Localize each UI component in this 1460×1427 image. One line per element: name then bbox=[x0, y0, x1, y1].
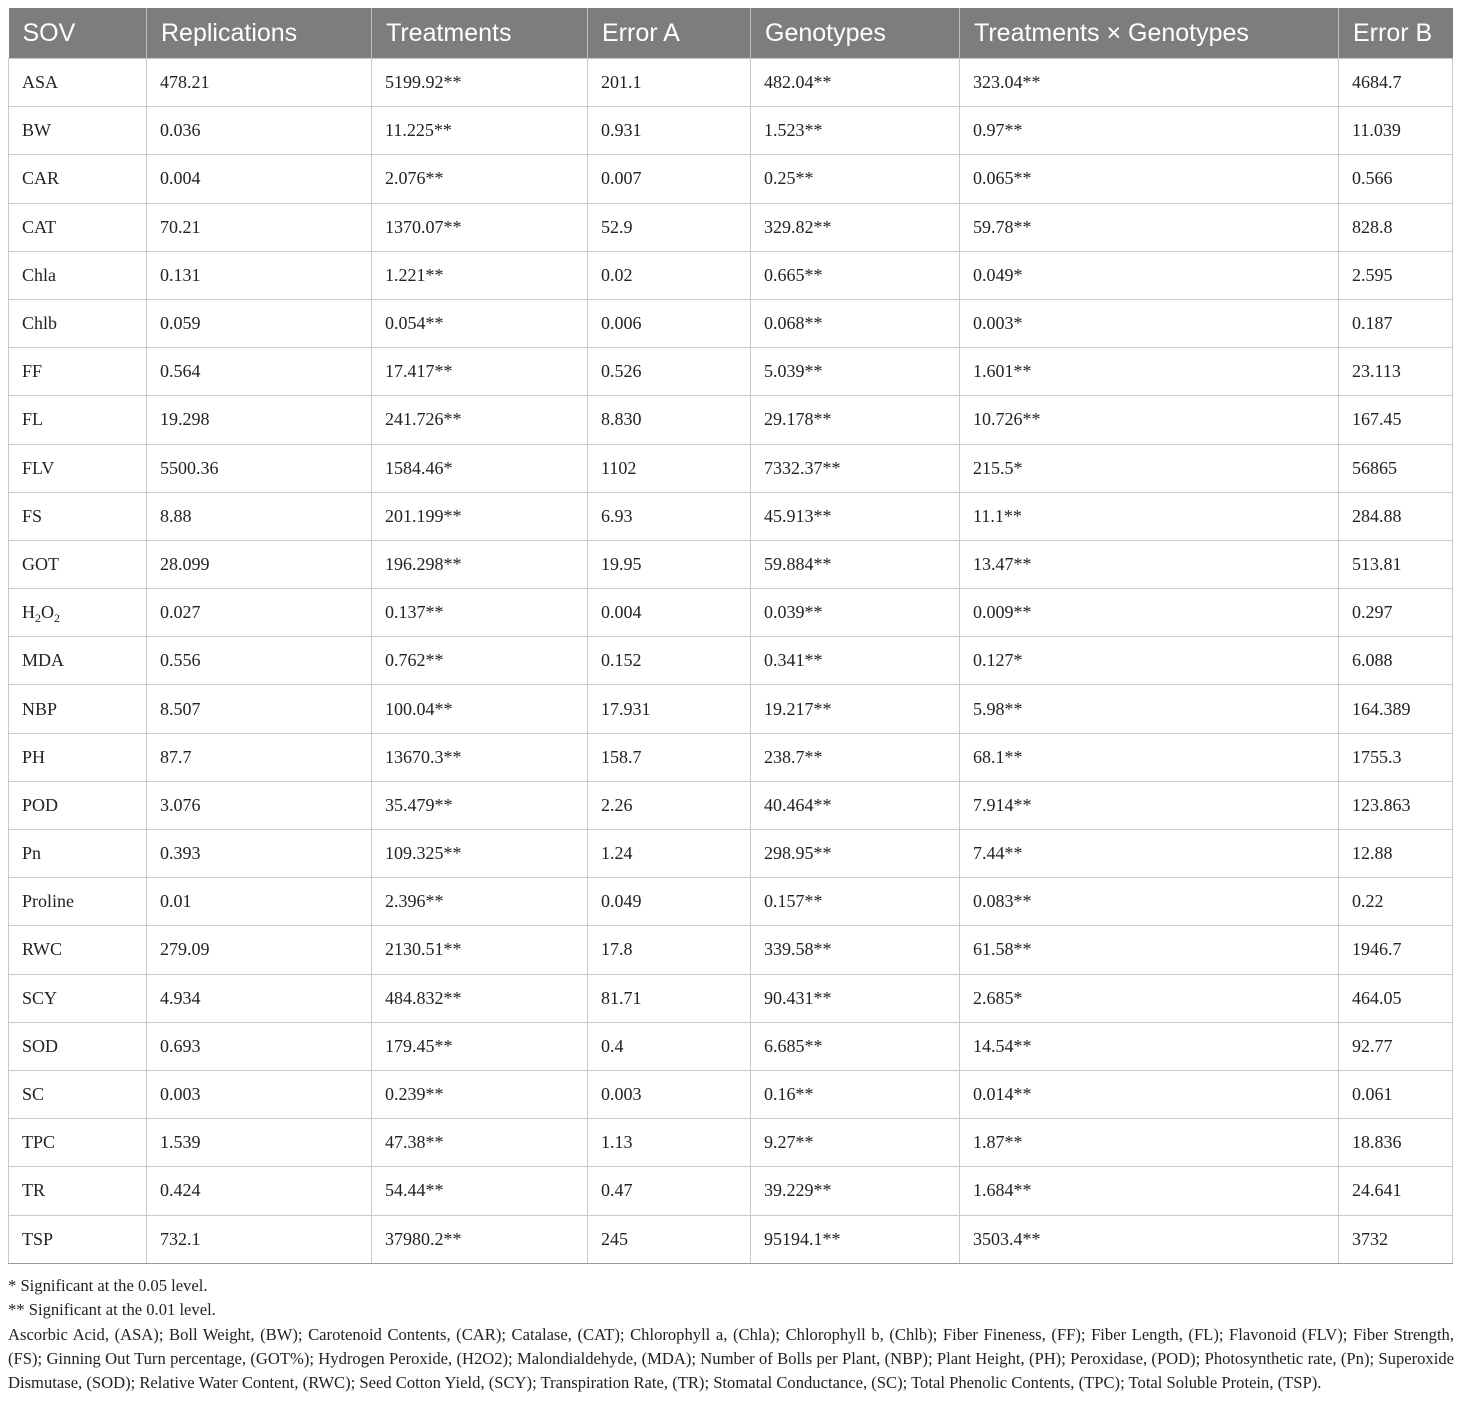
value-cell: 1.221** bbox=[372, 251, 588, 299]
value-cell: 0.01 bbox=[147, 878, 372, 926]
value-cell: 95194.1** bbox=[751, 1215, 960, 1263]
value-cell: 24.641 bbox=[1339, 1167, 1453, 1215]
row-label-cell: FF bbox=[9, 348, 147, 396]
value-cell: 2.595 bbox=[1339, 251, 1453, 299]
table-row bbox=[9, 685, 1453, 733]
value-cell: 0.068** bbox=[751, 299, 960, 347]
value-cell: 6.088 bbox=[1339, 637, 1453, 685]
value-cell: 0.003 bbox=[147, 1070, 372, 1118]
header-sov: SOV bbox=[9, 8, 147, 59]
value-cell: 0.693 bbox=[147, 1022, 372, 1070]
value-cell: 1.24 bbox=[588, 830, 751, 878]
table-row bbox=[9, 974, 1453, 1022]
value-cell: 329.82** bbox=[751, 203, 960, 251]
value-cell: 13670.3** bbox=[372, 733, 588, 781]
header-replications: Replications bbox=[147, 8, 372, 59]
value-cell: 0.049* bbox=[960, 251, 1339, 299]
value-cell: 0.187 bbox=[1339, 299, 1453, 347]
row-label-cell: Pn bbox=[9, 830, 147, 878]
header-row bbox=[9, 8, 1453, 59]
value-cell: 17.417** bbox=[372, 348, 588, 396]
value-cell: 0.061 bbox=[1339, 1070, 1453, 1118]
value-cell: 0.083** bbox=[960, 878, 1339, 926]
value-cell: 13.47** bbox=[960, 540, 1339, 588]
value-cell: 17.8 bbox=[588, 926, 751, 974]
header-error-b: Error B bbox=[1339, 8, 1453, 59]
table-row bbox=[9, 733, 1453, 781]
value-cell: 14.54** bbox=[960, 1022, 1339, 1070]
table-row bbox=[9, 155, 1453, 203]
row-label-cell: TPC bbox=[9, 1119, 147, 1167]
value-cell: 464.05 bbox=[1339, 974, 1453, 1022]
value-cell: 6.685** bbox=[751, 1022, 960, 1070]
value-cell: 0.47 bbox=[588, 1167, 751, 1215]
value-cell: 0.006 bbox=[588, 299, 751, 347]
value-cell: 7.44** bbox=[960, 830, 1339, 878]
value-cell: 35.479** bbox=[372, 781, 588, 829]
value-cell: 0.152 bbox=[588, 637, 751, 685]
value-cell: 61.58** bbox=[960, 926, 1339, 974]
table-footnotes bbox=[8, 1274, 1454, 1395]
value-cell: 1.523** bbox=[751, 107, 960, 155]
value-cell: 45.913** bbox=[751, 492, 960, 540]
value-cell: 19.95 bbox=[588, 540, 751, 588]
value-cell: 215.5* bbox=[960, 444, 1339, 492]
table-row bbox=[9, 540, 1453, 588]
value-cell: 0.027 bbox=[147, 589, 372, 637]
value-cell: 0.556 bbox=[147, 637, 372, 685]
value-cell: 339.58** bbox=[751, 926, 960, 974]
value-cell: 196.298** bbox=[372, 540, 588, 588]
value-cell: 158.7 bbox=[588, 733, 751, 781]
value-cell: 732.1 bbox=[147, 1215, 372, 1263]
value-cell: 2130.51** bbox=[372, 926, 588, 974]
value-cell: 1.13 bbox=[588, 1119, 751, 1167]
row-label-cell: PH bbox=[9, 733, 147, 781]
value-cell: 0.564 bbox=[147, 348, 372, 396]
value-cell: 11.225** bbox=[372, 107, 588, 155]
row-label-cell: FL bbox=[9, 396, 147, 444]
value-cell: 7332.37** bbox=[751, 444, 960, 492]
value-cell: 0.049 bbox=[588, 878, 751, 926]
table-row bbox=[9, 1070, 1453, 1118]
table-row bbox=[9, 299, 1453, 347]
value-cell: 2.076** bbox=[372, 155, 588, 203]
table-row bbox=[9, 107, 1453, 155]
value-cell: 29.178** bbox=[751, 396, 960, 444]
value-cell: 179.45** bbox=[372, 1022, 588, 1070]
value-cell: 482.04** bbox=[751, 59, 960, 107]
row-label-cell: Chlb bbox=[9, 299, 147, 347]
value-cell: 56865 bbox=[1339, 444, 1453, 492]
value-cell: 81.71 bbox=[588, 974, 751, 1022]
value-cell: 52.9 bbox=[588, 203, 751, 251]
row-label-cell: SOD bbox=[9, 1022, 147, 1070]
value-cell: 0.239** bbox=[372, 1070, 588, 1118]
anova-table bbox=[8, 8, 1453, 1264]
value-cell: 12.88 bbox=[1339, 830, 1453, 878]
row-label-cell: GOT bbox=[9, 540, 147, 588]
row-label-cell: SC bbox=[9, 1070, 147, 1118]
value-cell: 0.4 bbox=[588, 1022, 751, 1070]
value-cell: 28.099 bbox=[147, 540, 372, 588]
value-cell: 484.832** bbox=[372, 974, 588, 1022]
value-cell: 0.25** bbox=[751, 155, 960, 203]
table-row bbox=[9, 348, 1453, 396]
value-cell: 0.054** bbox=[372, 299, 588, 347]
value-cell: 245 bbox=[588, 1215, 751, 1263]
table-row bbox=[9, 1022, 1453, 1070]
footnote-abbreviations: Ascorbic Acid, (ASA); Boll Weight, (BW); Carotenoid Contents, (CAR); Catalase, (CAT); Chlorophyll a, (Chla); Chlorophyll b, (Chlb); Fiber Fineness, (FF); Fiber Length, (FL); Flavonoid (FLV); Fiber Strength, (FS); Ginning Out Turn percentage, (GOT%); Hydrogen Peroxide, (H2O2); Malondialdehyde, (MDA); Number of Bolls per Plant, (NBP); Plant Height, (PH); Peroxidase, (POD); Photosynthetic rate, (Pn); Superoxide Dismutase, (SOD); Relative Water Content, (RWC); Seed Cotton Yield, (SCY); Transpiration Rate, (TR); Stomatal Conductance, (SC); Total Phenolic Contents, (TPC); Total Soluble Protein, (TSP). bbox=[8, 1324, 1454, 1393]
value-cell: 2.26 bbox=[588, 781, 751, 829]
value-cell: 1755.3 bbox=[1339, 733, 1453, 781]
value-cell: 1584.46* bbox=[372, 444, 588, 492]
value-cell: 2.396** bbox=[372, 878, 588, 926]
value-cell: 70.21 bbox=[147, 203, 372, 251]
value-cell: 18.836 bbox=[1339, 1119, 1453, 1167]
value-cell: 39.229** bbox=[751, 1167, 960, 1215]
value-cell: 0.665** bbox=[751, 251, 960, 299]
table-body bbox=[9, 59, 1453, 1264]
value-cell: 513.81 bbox=[1339, 540, 1453, 588]
value-cell: 284.88 bbox=[1339, 492, 1453, 540]
table-row bbox=[9, 492, 1453, 540]
value-cell: 1946.7 bbox=[1339, 926, 1453, 974]
row-label-cell: RWC bbox=[9, 926, 147, 974]
header-treatments-x-genotypes: Treatments × Genotypes bbox=[960, 8, 1339, 59]
value-cell: 0.059 bbox=[147, 299, 372, 347]
row-label-cell: TR bbox=[9, 1167, 147, 1215]
value-cell: 37980.2** bbox=[372, 1215, 588, 1263]
value-cell: 0.931 bbox=[588, 107, 751, 155]
value-cell: 201.1 bbox=[588, 59, 751, 107]
value-cell: 87.7 bbox=[147, 733, 372, 781]
value-cell: 5500.36 bbox=[147, 444, 372, 492]
value-cell: 828.8 bbox=[1339, 203, 1453, 251]
value-cell: 19.298 bbox=[147, 396, 372, 444]
value-cell: 100.04** bbox=[372, 685, 588, 733]
table-row bbox=[9, 1119, 1453, 1167]
value-cell: 0.566 bbox=[1339, 155, 1453, 203]
value-cell: 11.039 bbox=[1339, 107, 1453, 155]
value-cell: 8.507 bbox=[147, 685, 372, 733]
value-cell: 9.27** bbox=[751, 1119, 960, 1167]
value-cell: 10.726** bbox=[960, 396, 1339, 444]
table-row bbox=[9, 396, 1453, 444]
value-cell: 5199.92** bbox=[372, 59, 588, 107]
value-cell: 0.004 bbox=[588, 589, 751, 637]
value-cell: 11.1** bbox=[960, 492, 1339, 540]
table-row bbox=[9, 637, 1453, 685]
value-cell: 1.87** bbox=[960, 1119, 1339, 1167]
value-cell: 3.076 bbox=[147, 781, 372, 829]
value-cell: 0.02 bbox=[588, 251, 751, 299]
value-cell: 0.003 bbox=[588, 1070, 751, 1118]
value-cell: 3732 bbox=[1339, 1215, 1453, 1263]
value-cell: 0.297 bbox=[1339, 589, 1453, 637]
value-cell: 0.131 bbox=[147, 251, 372, 299]
value-cell: 1370.07** bbox=[372, 203, 588, 251]
row-label-cell: Chla bbox=[9, 251, 147, 299]
row-label-cell: CAR bbox=[9, 155, 147, 203]
table-row bbox=[9, 1167, 1453, 1215]
value-cell: 59.78** bbox=[960, 203, 1339, 251]
value-cell: 0.007 bbox=[588, 155, 751, 203]
value-cell: 4684.7 bbox=[1339, 59, 1453, 107]
value-cell: 0.526 bbox=[588, 348, 751, 396]
value-cell: 0.424 bbox=[147, 1167, 372, 1215]
value-cell: 8.88 bbox=[147, 492, 372, 540]
row-label-cell: FLV bbox=[9, 444, 147, 492]
value-cell: 19.217** bbox=[751, 685, 960, 733]
value-cell: 123.863 bbox=[1339, 781, 1453, 829]
footnote-single-star: * Significant at the 0.05 level. bbox=[8, 1276, 208, 1295]
value-cell: 1.601** bbox=[960, 348, 1339, 396]
value-cell: 68.1** bbox=[960, 733, 1339, 781]
value-cell: 0.341** bbox=[751, 637, 960, 685]
footnote-double-star: ** Significant at the 0.01 level. bbox=[8, 1300, 216, 1320]
value-cell: 0.039** bbox=[751, 589, 960, 637]
value-cell: 164.389 bbox=[1339, 685, 1453, 733]
value-cell: 59.884** bbox=[751, 540, 960, 588]
value-cell: 0.003* bbox=[960, 299, 1339, 347]
table-row bbox=[9, 203, 1453, 251]
value-cell: 167.45 bbox=[1339, 396, 1453, 444]
row-label-cell: SCY bbox=[9, 974, 147, 1022]
row-label-cell: NBP bbox=[9, 685, 147, 733]
row-label-cell: ASA bbox=[9, 59, 147, 107]
value-cell: 323.04** bbox=[960, 59, 1339, 107]
value-cell: 8.830 bbox=[588, 396, 751, 444]
value-cell: 0.157** bbox=[751, 878, 960, 926]
table-row bbox=[9, 444, 1453, 492]
row-label-cell: Proline bbox=[9, 878, 147, 926]
value-cell: 5.039** bbox=[751, 348, 960, 396]
value-cell: 0.014** bbox=[960, 1070, 1339, 1118]
header-error-a: Error A bbox=[588, 8, 751, 59]
table-row bbox=[9, 926, 1453, 974]
table-row bbox=[9, 589, 1453, 637]
value-cell: 298.95** bbox=[751, 830, 960, 878]
row-label-cell: $H_2O_2$ bbox=[9, 589, 147, 637]
value-cell: 241.726** bbox=[372, 396, 588, 444]
value-cell: 2.685* bbox=[960, 974, 1339, 1022]
row-label-cell: CAT bbox=[9, 203, 147, 251]
value-cell: 90.431** bbox=[751, 974, 960, 1022]
value-cell: 23.113 bbox=[1339, 348, 1453, 396]
value-cell: 0.762** bbox=[372, 637, 588, 685]
value-cell: 0.036 bbox=[147, 107, 372, 155]
table-row bbox=[9, 1215, 1453, 1263]
value-cell: 0.393 bbox=[147, 830, 372, 878]
value-cell: 3503.4** bbox=[960, 1215, 1339, 1263]
value-cell: 478.21 bbox=[147, 59, 372, 107]
table-row bbox=[9, 251, 1453, 299]
row-label-cell: POD bbox=[9, 781, 147, 829]
table-row bbox=[9, 59, 1453, 107]
row-label-cell: MDA bbox=[9, 637, 147, 685]
value-cell: 279.09 bbox=[147, 926, 372, 974]
value-cell: 238.7** bbox=[751, 733, 960, 781]
value-cell: 1.539 bbox=[147, 1119, 372, 1167]
value-cell: 1.684** bbox=[960, 1167, 1339, 1215]
table-row bbox=[9, 781, 1453, 829]
value-cell: 0.004 bbox=[147, 155, 372, 203]
table-row bbox=[9, 878, 1453, 926]
row-label-cell: FS bbox=[9, 492, 147, 540]
value-cell: 54.44** bbox=[372, 1167, 588, 1215]
value-cell: 0.97** bbox=[960, 107, 1339, 155]
value-cell: 109.325** bbox=[372, 830, 588, 878]
value-cell: 5.98** bbox=[960, 685, 1339, 733]
header-treatments: Treatments bbox=[372, 8, 588, 59]
value-cell: 40.464** bbox=[751, 781, 960, 829]
value-cell: 4.934 bbox=[147, 974, 372, 1022]
value-cell: 0.127* bbox=[960, 637, 1339, 685]
value-cell: 1102 bbox=[588, 444, 751, 492]
value-cell: 17.931 bbox=[588, 685, 751, 733]
row-label-cell: TSP bbox=[9, 1215, 147, 1263]
value-cell: 0.009** bbox=[960, 589, 1339, 637]
value-cell: 0.22 bbox=[1339, 878, 1453, 926]
value-cell: 201.199** bbox=[372, 492, 588, 540]
header-genotypes: Genotypes bbox=[751, 8, 960, 59]
table-row bbox=[9, 830, 1453, 878]
row-label-cell: BW bbox=[9, 107, 147, 155]
value-cell: 0.16** bbox=[751, 1070, 960, 1118]
value-cell: 92.77 bbox=[1339, 1022, 1453, 1070]
value-cell: 6.93 bbox=[588, 492, 751, 540]
value-cell: 47.38** bbox=[372, 1119, 588, 1167]
value-cell: 7.914** bbox=[960, 781, 1339, 829]
value-cell: 0.065** bbox=[960, 155, 1339, 203]
value-cell: 0.137** bbox=[372, 589, 588, 637]
